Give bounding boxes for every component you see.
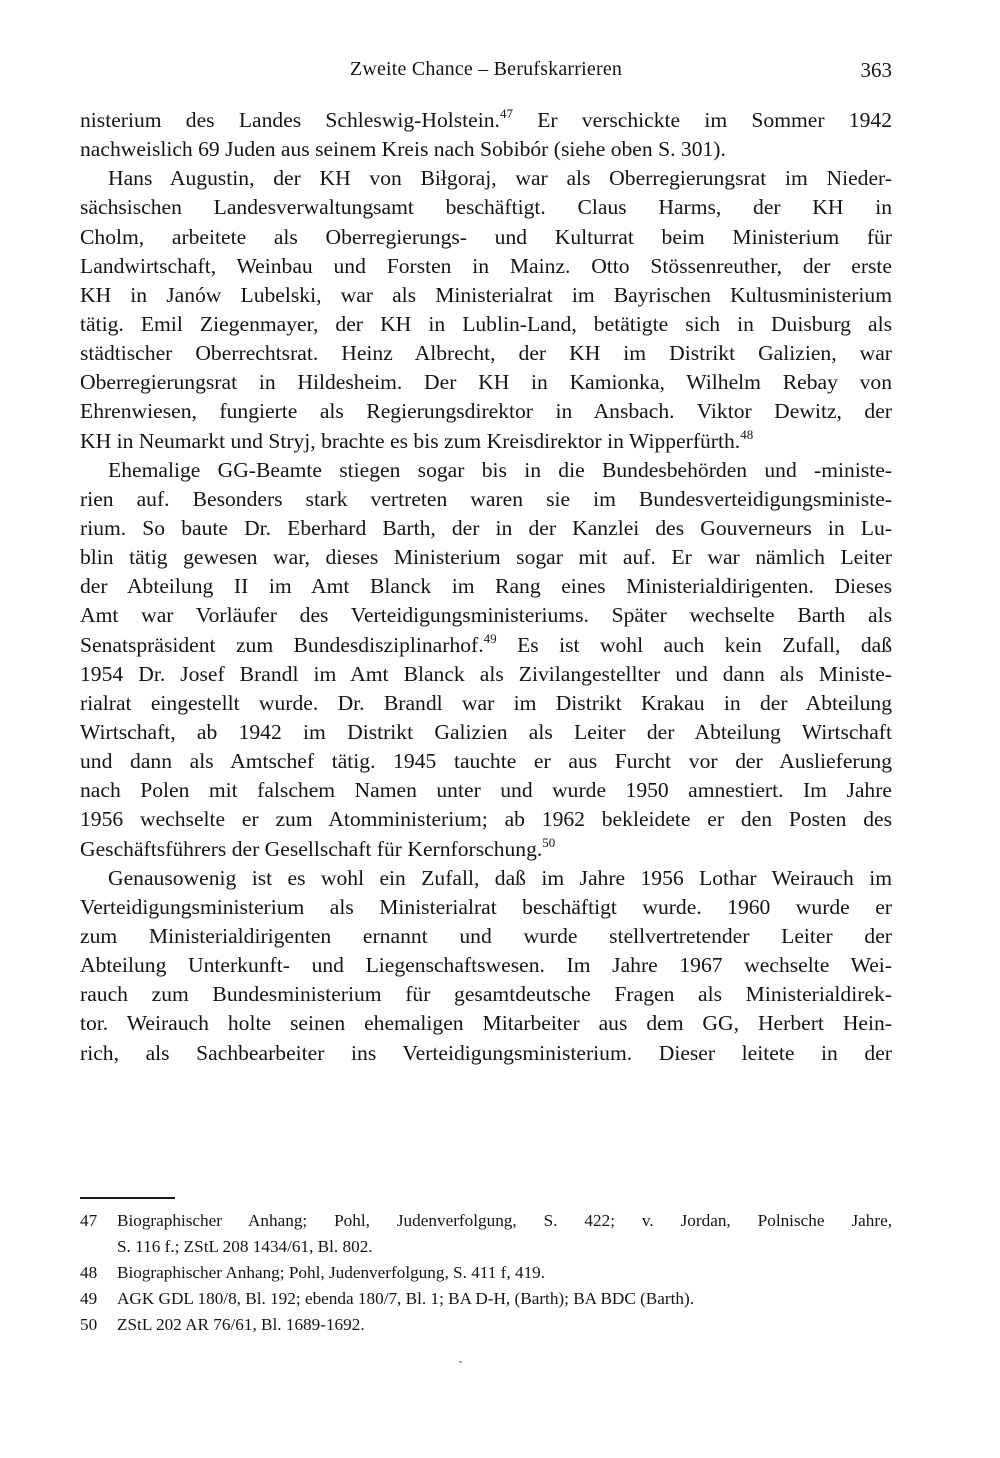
line-text: nisterium des Landes Schleswig-Holstein. <box>80 108 500 132</box>
text-line <box>80 631 892 660</box>
page-number: 363 <box>860 58 892 82</box>
footnote-divider <box>80 1197 175 1199</box>
text-line <box>80 106 892 135</box>
running-title: Zweite Chance – Berufskarrieren <box>349 58 623 80</box>
footnote-text: S. 116 f.; ZStL 208 1434/61, Bl. 802. <box>117 1237 373 1256</box>
text-line: Genausowenig ist es wohl ein Zufall, daß im Jahre 1956 Lothar Weirauch im <box>108 865 892 890</box>
text-line: blin tätig gewesen war, dieses Ministerium sogar mit auf. Er war nämlich Leiter <box>80 545 892 570</box>
text-line: sächsischen Landesverwaltungsamt beschäftigt. Claus Harms, der KH in <box>80 195 892 220</box>
footnote-text: ZStL 202 AR 76/61, Bl. 1689-1692. <box>117 1315 365 1334</box>
text-line: Ehemalige GG-Beamte stiegen sogar bis in die Bundesbehörden und -ministe- <box>108 457 892 482</box>
text-line: und dann als Amtschef tätig. 1945 tauchte er aus Furcht vor der Auslieferung <box>80 749 892 774</box>
footnote-text: Biographischer Anhang; Pohl, Judenverfolgung, S. 411 f, 419. <box>117 1263 546 1282</box>
text-line: der Abteilung II im Amt Blanck im Rang eines Ministerialdirigenten. Dieses <box>80 574 892 599</box>
text-line: 1956 wechselte er zum Atomministerium; ab 1962 bekleidete er den Posten des <box>80 807 892 832</box>
text-line: zum Ministerialdirigenten ernannt und wurde stellvertretender Leiter der <box>80 923 892 948</box>
text-line: tor. Weirauch holte seinen ehemaligen Mitarbeiter aus dem GG, Herbert Hein- <box>80 1011 892 1036</box>
text-line: 1954 Dr. Josef Brandl im Amt Blanck als Zivilangestellter und dann als Ministe- <box>80 661 892 686</box>
running-header <box>80 58 892 88</box>
text-line: nachweislich 69 Juden aus seinem Kreis nach Sobibór (siehe oben S. 301). <box>80 137 726 162</box>
text-line: rich, als Sachbearbeiter ins Verteidigungsministerium. Dieser leitete in der <box>80 1040 892 1065</box>
footnote <box>80 1312 892 1338</box>
footnotes <box>80 1208 892 1338</box>
text-line: Landwirtschaft, Weinbau und Forsten in Mainz. Otto Stössenreuther, der erste <box>80 253 892 278</box>
text-line: rauch zum Bundesministerium für gesamtdeutsche Fragen als Ministerialdirek- <box>80 982 892 1007</box>
line-text: Senatspräsident zum Bundesdisziplinarhof. <box>80 632 484 657</box>
footnote-marker: 47 <box>499 106 513 121</box>
line-text: Geschäftsführers der Gesellschaft für Kernforschung. <box>80 836 543 861</box>
text-line: Ehrenwiesen, fungierte als Regierungsdirektor in Ansbach. Viktor Dewitz, der <box>80 399 892 424</box>
text-line: Hans Augustin, der KH von Biłgoraj, war als Oberregierungsrat im Nieder- <box>108 166 892 191</box>
footnote-text: AGK GDL 180/8, Bl. 192; ebenda 180/7, Bl. 1; BA D-H, (Barth); BA BDC (Barth). <box>117 1289 695 1308</box>
text-line: Wirtschaft, ab 1942 im Distrikt Galizien als Leiter der Abteilung Wirtschaft <box>80 719 892 744</box>
text-line: rialrat eingestellt wurde. Dr. Brandl war im Distrikt Krakau in der Abteilung <box>80 690 892 715</box>
text-line: rium. So baute Dr. Eberhard Barth, der in der Kanzlei des Gouverneurs in Lu- <box>80 515 892 540</box>
text-line <box>80 835 892 864</box>
print-speck <box>459 1361 462 1363</box>
line-text: Es ist wohl auch kein Zufall, daß <box>496 632 892 657</box>
text-line: Cholm, arbeitete als Oberregierungs- und Kulturrat beim Ministerium für <box>80 224 892 249</box>
footnote <box>80 1208 892 1260</box>
footnote-marker: 48 <box>740 426 754 442</box>
footnote-text: Biographischer Anhang; Pohl, Judenverfolgung, S. 422; v. Jordan, Polnische Jahre, <box>117 1211 892 1230</box>
text-line: tätig. Emil Ziegenmayer, der KH in Lublin-Land, betätigte sich in Duisburg als <box>80 311 892 336</box>
text-line: nach Polen mit falschem Namen unter und wurde 1950 amnestiert. Im Jahre <box>80 778 892 803</box>
line-text: Er verschickte im Sommer 1942 <box>512 108 892 132</box>
footnote <box>80 1260 892 1286</box>
text-line: städtischer Oberrechtsrat. Heinz Albrecht, der KH im Distrikt Galizien, war <box>80 341 892 366</box>
text-line: rien auf. Besonders stark vertreten waren sie im Bundesverteidigungsministe- <box>80 486 892 511</box>
text-line: Oberregierungsrat in Hildesheim. Der KH in Kamionka, Wilhelm Rebay von <box>80 370 892 395</box>
footnote-marker: 50 <box>542 834 556 850</box>
text-line: Verteidigungsministerium als Ministerialrat beschäftigt wurde. 1960 wurde er <box>80 894 892 919</box>
footnote-number: 50 <box>80 1315 98 1334</box>
body-text <box>80 106 892 1068</box>
text-line <box>80 427 892 456</box>
text-line: Amt war Vorläufer des Verteidigungsministeriums. Später wechselte Barth als <box>80 603 892 628</box>
text-line: Abteilung Unterkunft- und Liegenschaftswesen. Im Jahre 1967 wechselte Wei- <box>80 953 892 978</box>
text-line: KH in Janów Lubelski, war als Ministerialrat im Bayrischen Kultusministerium <box>80 282 892 307</box>
footnote-number: 48 <box>80 1263 98 1282</box>
line-text: KH in Neumarkt und Stryj, brachte es bis zum Kreisdirektor in Wipperfürth. <box>80 428 741 453</box>
footnote <box>80 1286 892 1312</box>
footnote-number: 47 <box>80 1211 98 1230</box>
footnote-number: 49 <box>80 1289 98 1308</box>
footnote-marker: 49 <box>483 630 497 646</box>
